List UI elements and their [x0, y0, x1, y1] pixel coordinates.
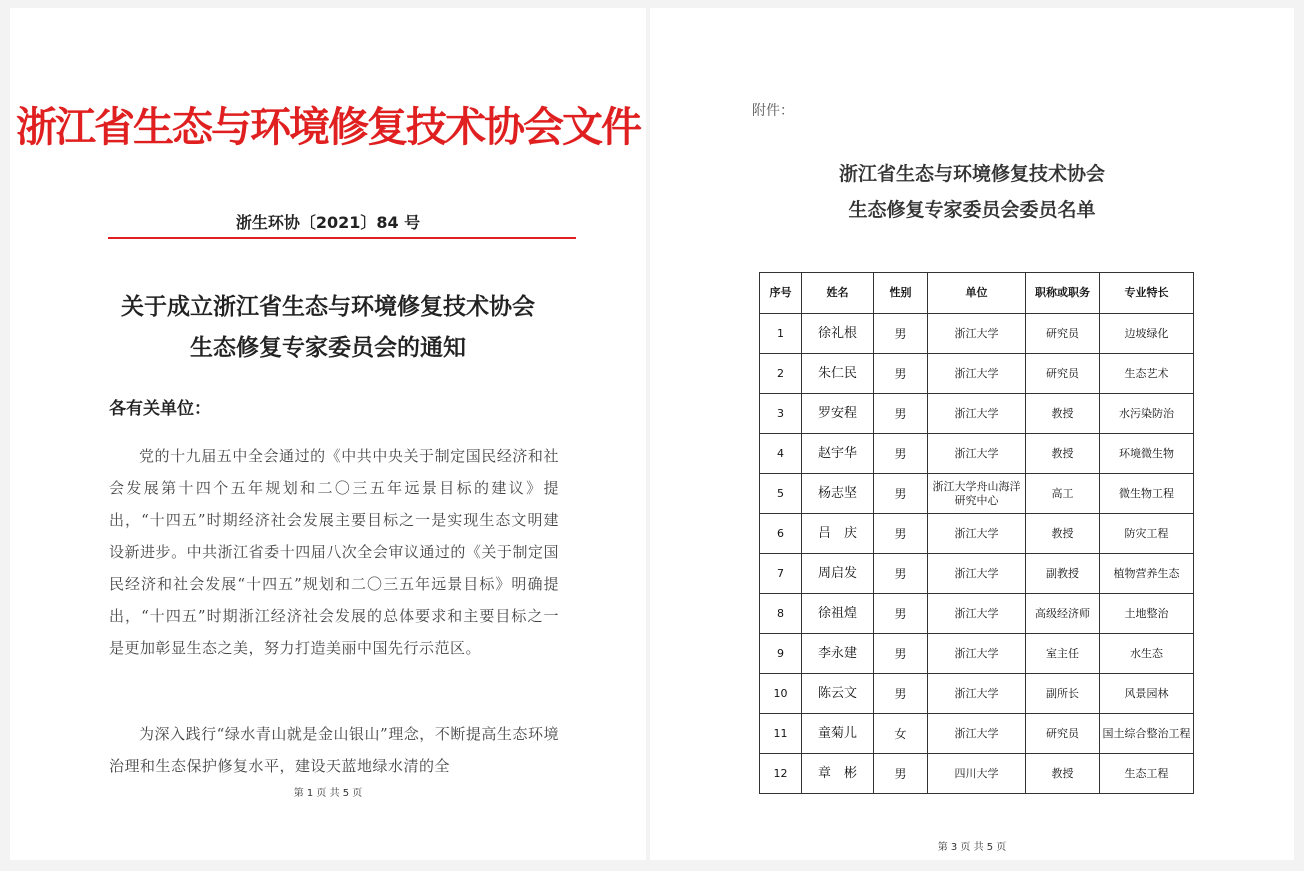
- cell-title: 教授: [1026, 754, 1100, 794]
- cell-name: 吕 庆: [802, 514, 874, 554]
- cell-unit: 浙江大学: [928, 554, 1026, 594]
- cell-gender: 女: [874, 714, 928, 754]
- member-table: [759, 272, 1194, 794]
- cell-index: 8: [760, 594, 802, 634]
- cell-name: 童菊儿: [802, 714, 874, 754]
- attachment-label: 附件：: [752, 103, 794, 119]
- cell-title: 教授: [1026, 514, 1100, 554]
- cell-specialty: 水污染防治: [1100, 394, 1194, 434]
- cell-gender: 男: [874, 514, 928, 554]
- table-row: [760, 474, 1194, 514]
- cell-index: 5: [760, 474, 802, 514]
- table-row: [760, 394, 1194, 434]
- cell-gender: 男: [874, 434, 928, 474]
- body-paragraph: 为深入践行“绿水青山就是金山银山”理念，不断提高生态环境治理和生态保护修复水平，建设天蓝地绿水清的全: [109, 725, 559, 775]
- document-number: 浙生环协〔2021〕84 号: [235, 213, 421, 232]
- cell-index: 1: [760, 314, 802, 354]
- cell-title: 副教授: [1026, 554, 1100, 594]
- member-list-title: [650, 156, 1294, 228]
- table-row: [760, 434, 1194, 474]
- cell-gender: 男: [874, 594, 928, 634]
- cell-specialty: 防灾工程: [1100, 514, 1194, 554]
- cell-specialty: 土地整治: [1100, 594, 1194, 634]
- cell-index: 2: [760, 354, 802, 394]
- cell-name: 朱仁民: [802, 354, 874, 394]
- document-page-right: [650, 8, 1294, 860]
- cell-unit: 浙江大学: [928, 634, 1026, 674]
- cell-specialty: 国土综合整治工程: [1100, 714, 1194, 754]
- cell-name: 陈云文: [802, 674, 874, 714]
- table-row: [760, 714, 1194, 754]
- cell-specialty: 风景园林: [1100, 674, 1194, 714]
- cell-index: 10: [760, 674, 802, 714]
- cell-specialty: 植物营养生态: [1100, 554, 1194, 594]
- cell-unit: 浙江大学: [928, 354, 1026, 394]
- header-cell-title: 职称或职务: [1026, 273, 1100, 314]
- cell-title: 研究员: [1026, 354, 1100, 394]
- table-row: [760, 674, 1194, 714]
- cell-gender: 男: [874, 554, 928, 594]
- cell-specialty: 水生态: [1100, 634, 1194, 674]
- table-row: [760, 754, 1194, 794]
- cell-gender: 男: [874, 634, 928, 674]
- cell-index: 3: [760, 394, 802, 434]
- cell-name: 徐祖煌: [802, 594, 874, 634]
- cell-unit: 浙江大学: [928, 714, 1026, 754]
- cell-gender: 男: [874, 674, 928, 714]
- cell-title: 研究员: [1026, 714, 1100, 754]
- header-cell-name: 姓名: [802, 273, 874, 314]
- cell-name: 杨志坚: [802, 474, 874, 514]
- cell-index: 11: [760, 714, 802, 754]
- table-row: [760, 354, 1194, 394]
- cell-name: 徐礼根: [802, 314, 874, 354]
- header-divider: [108, 237, 576, 239]
- cell-title: 高级经济师: [1026, 594, 1100, 634]
- cell-unit: 浙江大学: [928, 434, 1026, 474]
- cell-name: 赵宇华: [802, 434, 874, 474]
- header-cell-index: 序号: [760, 273, 802, 314]
- cell-name: 罗安程: [802, 394, 874, 434]
- cell-unit: 浙江大学: [928, 674, 1026, 714]
- header-cell-unit: 单位: [928, 273, 1026, 314]
- cell-unit: 浙江大学: [928, 394, 1026, 434]
- cell-title: 高工: [1026, 474, 1100, 514]
- cell-title: 教授: [1026, 434, 1100, 474]
- cell-unit: 浙江大学舟山海洋研究中心: [928, 474, 1026, 514]
- cell-index: 12: [760, 754, 802, 794]
- cell-title: 室主任: [1026, 634, 1100, 674]
- notice-title: [10, 286, 646, 368]
- notice-title-line-1: 关于成立浙江省生态与环境修复技术协会: [121, 293, 535, 320]
- cell-index: 4: [760, 434, 802, 474]
- cell-title: 副所长: [1026, 674, 1100, 714]
- cell-gender: 男: [874, 754, 928, 794]
- cell-name: 李永建: [802, 634, 874, 674]
- cell-unit: 四川大学: [928, 754, 1026, 794]
- cell-specialty: 环境微生物: [1100, 434, 1194, 474]
- cell-specialty: 生态工程: [1100, 754, 1194, 794]
- page-number-footer: 第 1 页 共 5 页: [293, 788, 363, 799]
- notice-title-line-2: 生态修复专家委员会的通知: [190, 334, 466, 361]
- table-row: [760, 514, 1194, 554]
- cell-unit: 浙江大学: [928, 514, 1026, 554]
- cell-title: 研究员: [1026, 314, 1100, 354]
- member-table-body: [760, 314, 1194, 794]
- cell-unit: 浙江大学: [928, 594, 1026, 634]
- cell-index: 7: [760, 554, 802, 594]
- cell-specialty: 生态艺术: [1100, 354, 1194, 394]
- cell-gender: 男: [874, 474, 928, 514]
- table-row: [760, 634, 1194, 674]
- member-list-title-line-2: 生态修复专家委员会委员名单: [848, 199, 1096, 221]
- cell-specialty: 微生物工程: [1100, 474, 1194, 514]
- cell-gender: 男: [874, 354, 928, 394]
- member-list-title-line-1: 浙江省生态与环境修复技术协会: [838, 163, 1105, 185]
- document-page-left: [10, 8, 646, 860]
- body-paragraph: 党的十九届五中全会通过的《中共中央关于制定国民经济和社会发展第十四个五年规划和二〇三五年远景目标的建议》提出，“十四五”时期经济社会发展主要目标之一是实现生态文明建设新进步。中共浙江省委十四届八次全会审议通过的《关于制定国民经济和社会发展“十四五”规划和二〇三五年远景目标》明确提出，“十四五”时期浙江经济社会发展的总体要求和主要目标之一是更加彰显生态之美，努力打造美丽中国先行示范区。: [109, 447, 559, 657]
- document-header: 浙江省生态与环境修复技术协会文件: [16, 103, 640, 151]
- cell-unit: 浙江大学: [928, 314, 1026, 354]
- table-header-row: [760, 273, 1194, 314]
- cell-index: 6: [760, 514, 802, 554]
- cell-name: 章 彬: [802, 754, 874, 794]
- header-cell-specialty: 专业特长: [1100, 273, 1194, 314]
- table-row: [760, 554, 1194, 594]
- salutation: 各有关单位：: [109, 399, 211, 419]
- table-row: [760, 594, 1194, 634]
- cell-gender: 男: [874, 394, 928, 434]
- cell-name: 周启发: [802, 554, 874, 594]
- cell-specialty: 边坡绿化: [1100, 314, 1194, 354]
- table-row: [760, 314, 1194, 354]
- page-number-footer: 第 3 页 共 5 页: [937, 842, 1007, 853]
- cell-title: 教授: [1026, 394, 1100, 434]
- cell-index: 9: [760, 634, 802, 674]
- header-cell-gender: 性别: [874, 273, 928, 314]
- cell-gender: 男: [874, 314, 928, 354]
